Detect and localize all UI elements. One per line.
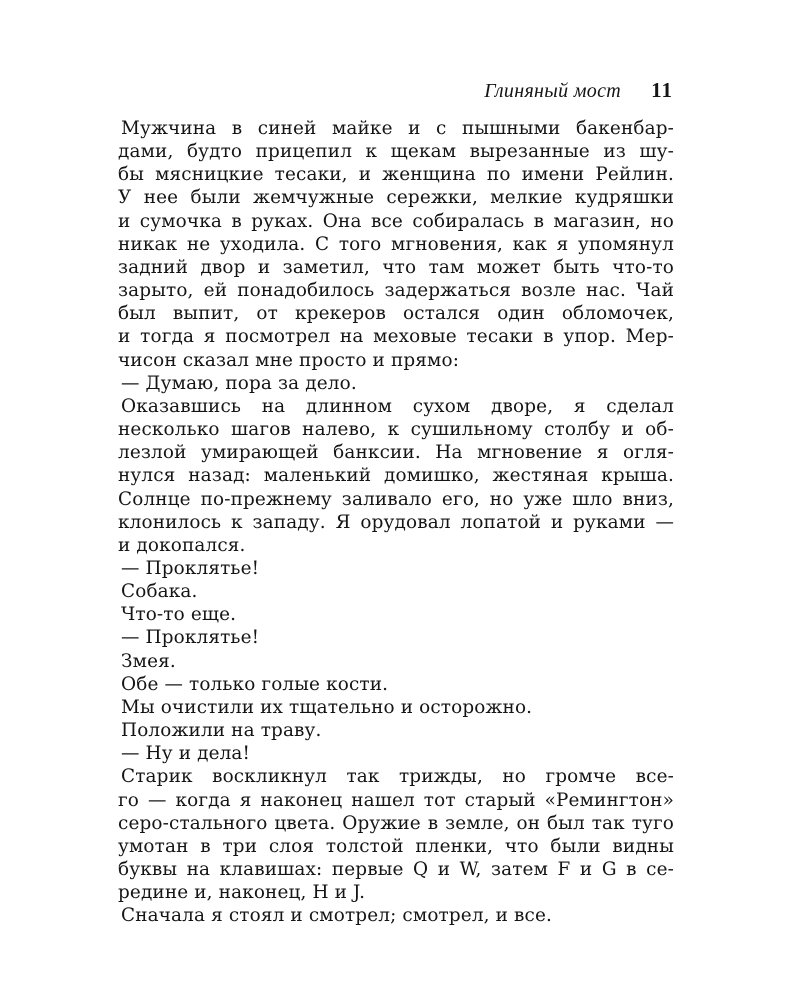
text-line: Мы очистили их тщательно и осторожно. (121, 696, 533, 718)
text-line: был выпит, от крекеров остался один обломочек, (118, 303, 674, 325)
text-line: Солнце по-прежнему заливало его, но уже шло вниз, (118, 488, 674, 510)
text-line: — Думаю, пора за дело. (121, 372, 357, 394)
text-line: редине и, наконец, H и J. (118, 882, 366, 904)
body-text (118, 117, 674, 927)
text-line: нулся назад: маленький домишко, жестяная крыша. (118, 465, 674, 487)
text-line: Старик воскликнул так трижды, но громче все- (121, 766, 674, 788)
text-line: Обе — только голые кости. (121, 673, 389, 695)
text-line: умотан в три слоя толстой пленки, что были видны (118, 835, 674, 857)
text-line: Положили на траву. (121, 720, 322, 742)
text-line: Собака. (121, 581, 198, 603)
text-line: и докопался. (118, 534, 246, 556)
text-line: задний двор и заметил, что там может быть что-то (118, 256, 674, 278)
text-line: буквы на клавишах: первые Q и W, затем F и G в се- (118, 859, 674, 880)
text-line: несколько шагов налево, к сушильному столбу и об- (118, 419, 674, 441)
text-line: клонилось к западу. Я орудовал лопатой и руками — (118, 511, 674, 533)
text-line: — Ну и дела! (121, 743, 251, 765)
text-line: зарыто, ей понадобилось задержаться возле нас. Чай (118, 280, 674, 302)
text-line: Сначала я стоял и смотрел; смотрел, и все. (121, 905, 553, 927)
text-line: Змея. (121, 650, 176, 672)
text-line: серо-стального цвета. Оружие в земле, он был так туго (118, 812, 674, 834)
text-line: го — когда я наконец нашел тот старый «Ремингтон» (118, 789, 674, 811)
text-line: Оказавшись на длинном сухом дворе, я сделал (121, 395, 674, 417)
text-line: и сумочка в руках. Она все собиралась в магазин, но (118, 210, 674, 232)
text-line: — Проклятье! (121, 627, 260, 649)
text-line: бы мясницкие тесаки, и женщина по имени Рейлин. (118, 164, 674, 186)
text-line: Мужчина в синей майке и с пышными бакенбар- (121, 118, 674, 139)
page-number: 11 (651, 78, 673, 102)
text-line: — Проклятье! (121, 557, 260, 579)
text-line: дами, будто прицепил к щекам вырезанные из шу- (118, 141, 674, 163)
running-header (117, 78, 673, 106)
running-title: Глиняный мост (484, 80, 621, 102)
text-line: никак не уходила. С того мгновения, как я упомянул (118, 233, 674, 255)
text-line: чисон сказал мне просто и прямо: (118, 349, 460, 371)
text-line: лезлой умирающей банксии. На мгновение я огля- (118, 442, 674, 464)
text-line: У нее были жемчужные сережки, мелкие кудряшки (118, 187, 674, 209)
text-line: и тогда я посмотрел на меховые тесаки в упор. Мер- (118, 326, 674, 348)
text-line: Что-то еще. (121, 604, 237, 626)
